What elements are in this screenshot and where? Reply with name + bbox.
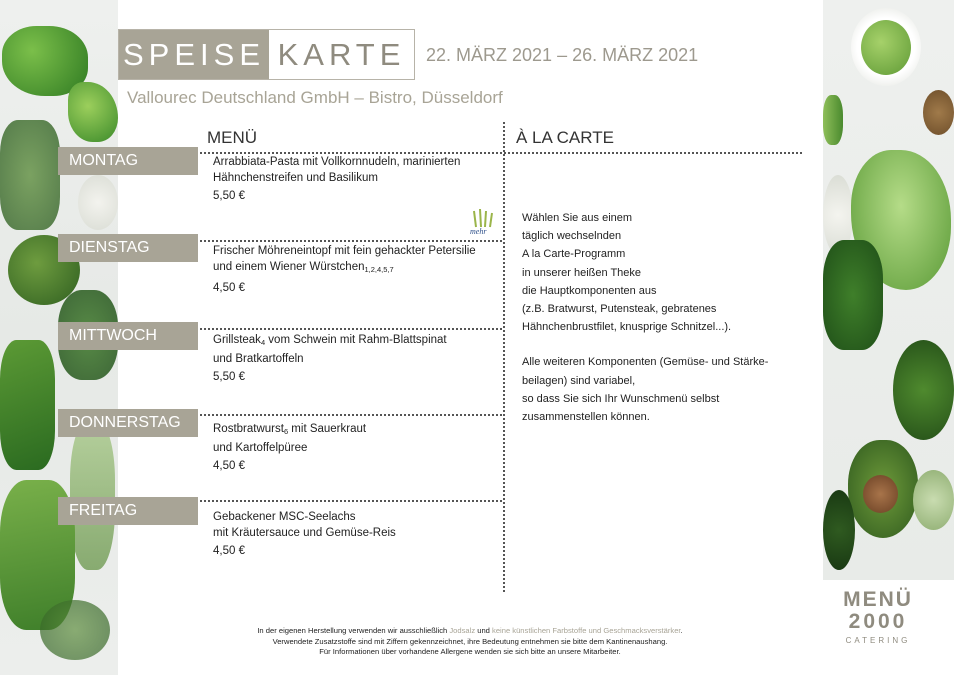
dish-line: und einem Wiener Würstchen bbox=[213, 261, 365, 273]
dish-line: vom Schwein mit Rahm-Blattspinat bbox=[265, 334, 447, 346]
alacarte-line: zusammenstellen können. bbox=[522, 411, 650, 424]
date-range: 22. MÄRZ 2021 – 26. MÄRZ 2021 bbox=[426, 45, 699, 65]
title-box bbox=[118, 29, 415, 80]
dish-line: und Kartoffelpüree bbox=[213, 442, 308, 454]
alacarte-line: die Hauptkomponenten aus bbox=[522, 284, 657, 297]
alacarte-line: A la Carte-Programm bbox=[522, 248, 626, 261]
dish-line: Grillsteak bbox=[213, 334, 261, 346]
alacarte-line: so dass Sie sich Ihr Wunschmenü selbst bbox=[522, 392, 720, 405]
footer-notes bbox=[140, 626, 800, 658]
alacarte-line: (z.B. Bratwurst, Putensteak, gebratenes bbox=[522, 303, 717, 316]
alacarte-description bbox=[522, 209, 802, 443]
dish-line: Arrabbiata-Pasta mit Vollkornnudeln, marinierten bbox=[213, 156, 461, 168]
title-speise: SPEISE bbox=[119, 30, 269, 79]
price: 4,50 € bbox=[213, 460, 245, 472]
price: 4,50 € bbox=[213, 545, 245, 557]
dish-donnerstag bbox=[213, 421, 498, 474]
footer-text: In der eigenen Herstellung verwenden wir ausschließlich bbox=[257, 626, 450, 635]
row-separator bbox=[180, 414, 502, 416]
footer-highlight: Jodsalz bbox=[449, 626, 476, 635]
price: 5,50 € bbox=[213, 190, 245, 202]
dish-line: Rostbratwurst bbox=[213, 423, 284, 435]
dish-line: mit Sauerkraut bbox=[288, 423, 367, 435]
svg-text:mehr: mehr bbox=[470, 227, 487, 235]
day-label-freitag: FREITAG bbox=[58, 497, 198, 525]
column-divider bbox=[503, 122, 505, 592]
row-separator bbox=[180, 500, 502, 502]
brand-line-3: CATERING bbox=[845, 636, 911, 645]
mehr-logo bbox=[466, 207, 500, 235]
title-karte: KARTE bbox=[277, 37, 406, 72]
alacarte-line: Alle weiteren Komponenten (Gemüse- und Stärke- bbox=[522, 356, 769, 369]
menu2000-logo bbox=[823, 580, 954, 675]
dish-mittwoch bbox=[213, 332, 498, 385]
alacarte-line: Hähnchenbrustfilet, knusprige Schnitzel...). bbox=[522, 321, 732, 334]
day-label-mittwoch: MITTWOCH bbox=[58, 322, 198, 350]
menu-heading: MENÜ bbox=[207, 128, 258, 147]
alacarte-line: beilagen) sind variabel, bbox=[522, 374, 636, 387]
dish-dienstag bbox=[213, 243, 498, 296]
row-separator bbox=[180, 240, 502, 242]
day-label-montag: MONTAG bbox=[58, 147, 198, 175]
price: 5,50 € bbox=[213, 371, 245, 383]
dish-montag bbox=[213, 154, 498, 204]
brand-line-2: 2000 bbox=[848, 610, 908, 633]
footer-line: Für Informationen über vorhandene Allergene wenden sie sich bitte an unsere Mitarbeiter. bbox=[319, 647, 621, 656]
footer-line: Verwendete Zusatzstoffe sind mit Ziffern gekennzeichnet, ihre Bedeutung entnehmen sie bitte dem Kantinenaushang. bbox=[272, 636, 668, 646]
footer-line bbox=[140, 626, 800, 637]
dish-line: mit Kräutersauce und Gemüse-Reis bbox=[213, 527, 396, 539]
footer-text: . bbox=[680, 626, 683, 635]
footer-text: und bbox=[475, 626, 493, 635]
additives: 1,2,4,5,7 bbox=[364, 265, 394, 274]
day-label-donnerstag: DONNERSTAG bbox=[58, 409, 198, 437]
day-label-dienstag: DIENSTAG bbox=[58, 234, 198, 262]
alacarte-line: Wählen Sie aus einem bbox=[522, 212, 633, 224]
vegetable-photo-right bbox=[823, 0, 954, 580]
alacarte-line: in unserer heißen Theke bbox=[522, 266, 642, 279]
alacarte-line: täglich wechselnden bbox=[522, 230, 622, 243]
dish-line: Frischer Möhreneintopf mit fein gehackter Petersilie bbox=[213, 245, 476, 257]
dish-line: Gebackener MSC-Seelachs bbox=[213, 511, 356, 523]
price: 4,50 € bbox=[213, 282, 245, 294]
alacarte-heading: À LA CARTE bbox=[516, 128, 614, 147]
additives: 4 bbox=[260, 338, 266, 347]
dish-line: Hähnchenstreifen und Basilikum bbox=[213, 172, 378, 184]
brand-line-1: MENÜ bbox=[843, 588, 913, 611]
footer-highlight: keine künstlichen Farbstoffe und Geschmacksverstärker bbox=[492, 626, 681, 635]
company-name: Vallourec Deutschland GmbH – Bistro, Düsseldorf bbox=[127, 88, 503, 107]
dish-line: und Bratkartoffeln bbox=[213, 353, 304, 365]
row-separator bbox=[180, 328, 502, 330]
additives: 6 bbox=[283, 427, 289, 436]
dish-freitag bbox=[213, 509, 498, 559]
